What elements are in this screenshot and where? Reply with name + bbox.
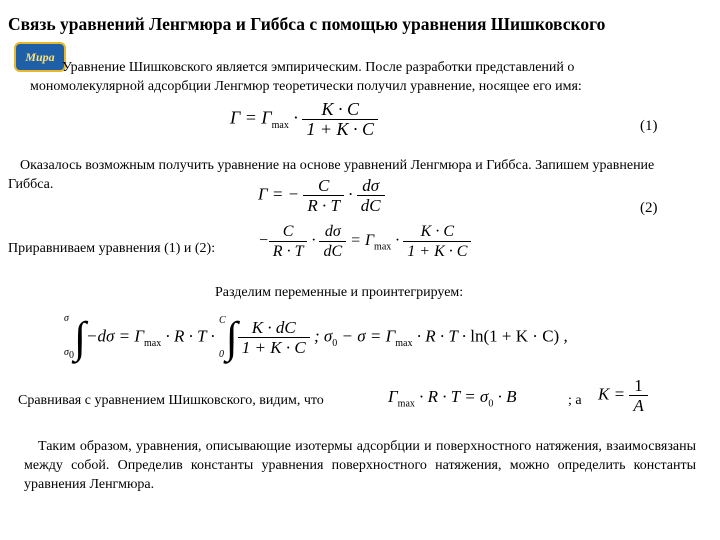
equation-1-number: (1) [640,118,658,134]
paragraph-equate: Приравниваем уравнения (1) и (2): [8,241,216,256]
paragraph-intro: Уравнение Шишковского является эмпирическим. После разработки представлений о мономолекулярной адсорбции Ленгмюр теоретически получил уравнение, носящее его имя: [30,60,582,94]
paragraph-gibbs: Оказалось возможным получить уравнение на основе уравнений Ленгмюра и Гиббса. Запишем уравнение Гиббса. [8,158,655,192]
equation-1: $Г = Г_{max}$ · $\frac{K \cdot C}{1 + K \cdot C}$ [230,100,378,139]
page-title: Связь уравнений Ленгмюра и Гиббса с помощью уравнения Шишковского [8,14,606,34]
logo: Мира [14,42,66,72]
paragraph-integrate: Разделим переменные и проинтегрируем: [215,285,464,300]
equation-2: Г = − $\frac{C}{R \cdot T}$ · $\frac{d\sigma}{dC}$ [258,176,385,215]
paragraph-conclusion: Таким образом, уравнения, описывающие изотермы адсорбции и поверхностного натяжения, взаимосвязаны между собой. Определив константы уравнения поверхностного натяжения, можно определить константы уравнения Ленгмюра. [24,439,696,492]
equation-combined: − $\frac{C}{R \cdot T}$ · $\frac{d\sigma}{dC}$ = $Г_{max}$ · $\frac{K \cdot C}{1 + K \cdot C}$ [258,222,471,261]
equation-2-number: (2) [640,200,658,216]
equation-k: K = $\frac{1}{A}$ [598,376,648,415]
text-and: ; а [568,393,582,408]
paragraph-compare: Сравнивая с уравнением Шишковского, видим, что [18,393,324,408]
equation-integral: σ $\sigma 0\int-d\sigma = Г_{max} \cdot R \cdot T \cdot C$ 0∫ $\frac{K \cdot dC}{1 + K \cdot C}$ ; $\sigma_0 - \sigma = Г_{max} \cdot R \cdot T \cdot \ln(1 + K \cdot C)$ , [64,313,568,362]
equation-compare: $Г_{max} \cdot R \cdot T = \sigma_0 \cdot B$ [388,387,517,410]
